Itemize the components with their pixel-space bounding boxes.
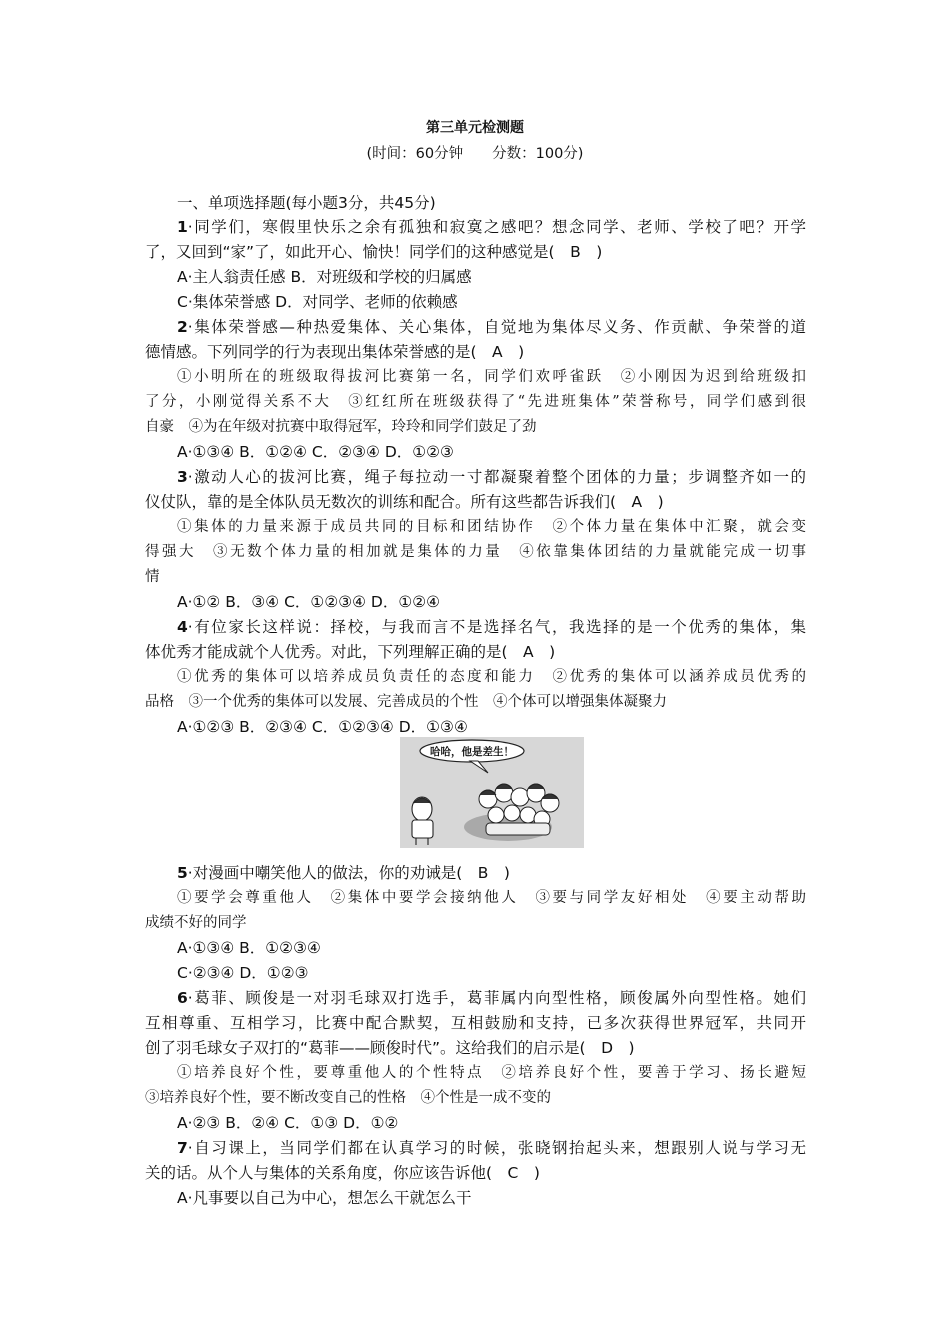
question-number: 7 — [177, 1139, 188, 1157]
question-2-options: A·①③④ B．①②④ C．②③④ D．①②③ — [177, 443, 454, 461]
question-number: 1 — [177, 218, 188, 236]
speech-bubble-text: 哈哈，他是差生！ — [430, 746, 514, 758]
question-7-option-a: A·凡事要以自己为中心，想怎么干就怎么干 — [177, 1189, 472, 1207]
question-number: 3 — [177, 468, 188, 486]
question-1-stem-cont: 了，又回到“家”了，如此开心、愉快！同学们的这种感觉是( B ) — [145, 243, 603, 261]
question-6-stem — [177, 987, 806, 1009]
question-5-statements: ①要学会尊重他人 ②集体中要学会接纳他人 ③要与同学友好相处 ④要主动帮助 — [177, 890, 806, 906]
question-6-stem-end: 创了羽毛球女子双打的“葛菲——顾俊时代”。这给我们的启示是( D ) — [145, 1039, 635, 1057]
question-7-stem-cont: 关的话。从个人与集体的关系角度，你应该告诉他( C ) — [145, 1164, 540, 1182]
question-5-options-cd: C·②③④ D．①②③ — [177, 964, 309, 982]
section-heading: 一、单项选择题(每小题3分，共45分) — [177, 194, 436, 212]
question-number: 2 — [177, 318, 188, 336]
question-6-statements: ①培养良好个性，要尊重他人的个性特点 ②培养良好个性，要善于学习、扬长避短 — [177, 1065, 806, 1081]
question-6-statements-cont: ③培养良好个性，要不断改变自己的性格 ④个性是一成不变的 — [145, 1090, 551, 1106]
question-number: 4 — [177, 618, 188, 636]
question-3-statements: ①集体的力量来源于成员共同的目标和团结协作 ②个体力量在集体中汇聚，就会变 — [177, 519, 806, 535]
question-4-options: A·①②③ B．②③④ C．①②③④ D．①③④ — [177, 718, 468, 736]
question-4-statements-cont: 品格 ③一个优秀的集体可以发展、完善成员的个性 ④个体可以增强集体凝聚力 — [145, 694, 667, 710]
cartoon-illustration — [400, 737, 584, 848]
question-5-options-ab: A·①③④ B．①②③④ — [177, 939, 321, 957]
question-3-options: A·①② B．③④ C．①②③④ D．①②④ — [177, 593, 441, 611]
question-text: ·对漫画中嘲笑他人的做法，你的劝诫是( B ) — [187, 864, 510, 882]
question-text: ·集体荣誉感—种热爱集体、关心集体，自觉地为集体尽义务、作贡献、争荣誉的道 — [187, 318, 806, 336]
question-text: ·同学们，寒假里快乐之余有孤独和寂寞之感吧？想念同学、老师、学校了吧？开学 — [187, 218, 806, 236]
question-4-statements: ①优秀的集体可以培养成员负责任的态度和能力 ②优秀的集体可以涵养成员优秀的 — [177, 669, 806, 685]
question-number: 6 — [177, 989, 188, 1007]
question-6-stem-cont: 互相尊重、互相学习，比赛中配合默契，互相鼓励和支持，已多次获得世界冠军，共同开 — [145, 1014, 806, 1032]
question-2-stem-cont: 德情感。下列同学的行为表现出集体荣誉感的是( A ) — [145, 343, 525, 361]
question-1-options-ab: A·主人翁责任感 B．对班级和学校的归属感 — [177, 268, 472, 286]
question-text: ·激动人心的拔河比赛，绳子每拉动一寸都凝聚着整个团体的力量；步调整齐如一的 — [187, 468, 806, 486]
question-text: ·葛菲、顾俊是一对羽毛球双打选手，葛菲属内向型性格，顾俊属外向型性格。她们 — [187, 989, 806, 1007]
question-1-stem — [177, 216, 806, 238]
question-3-stem — [177, 466, 806, 488]
question-2-statements: ①小明所在的班级取得拔河比赛第一名，同学们欢呼雀跃 ②小刚因为迟到给班级扣 — [177, 369, 806, 385]
time-score-line: (时间：60分钟 分数：100分) — [366, 146, 584, 162]
question-2-statements-end: 自豪 ④为在年级对抗赛中取得冠军，玲玲和同学们鼓足了劲 — [145, 419, 537, 435]
question-text: ·有位家长这样说：择校，与我而言不是选择名气，我选择的是一个优秀的集体，集 — [187, 618, 806, 636]
question-4-stem — [177, 616, 806, 638]
lonely-student-figure — [412, 797, 433, 845]
question-6-options: A·②③ B．②④ C．①③ D．①② — [177, 1114, 399, 1132]
question-2-stem — [177, 316, 806, 338]
question-number: 5 — [177, 864, 188, 882]
question-1-options-cd: C·集体荣誉感 D．对同学、老师的依赖感 — [177, 293, 458, 311]
question-2-statements-cont: 了分，小刚觉得关系不大 ③红红所在班级获得了“先进班集体”荣誉称号，同学们感到很 — [145, 394, 806, 410]
question-text: ·自习课上，当同学们都在认真学习的时候，张晓钢抬起头来，想跟别人说与学习无 — [187, 1139, 806, 1157]
page-title: 第三单元检测题 — [426, 120, 524, 136]
question-5-statements-cont: 成绩不好的同学 — [145, 915, 247, 931]
question-3-stem-cont: 仪仗队，靠的是全体队员无数次的训练和配合。所有这些都告诉我们( A ) — [145, 493, 664, 511]
question-4-stem-cont: 体优秀才能成就个人优秀。对此，下列理解正确的是( A ) — [145, 643, 556, 661]
question-7-stem — [177, 1137, 806, 1159]
question-5-stem — [177, 862, 510, 884]
question-3-statements-cont: 得强大 ③无数个体力量的相加就是集体的力量 ④依靠集体团结的力量就能完成一切事 — [145, 544, 806, 560]
question-3-statements-end: 情 — [145, 569, 160, 585]
